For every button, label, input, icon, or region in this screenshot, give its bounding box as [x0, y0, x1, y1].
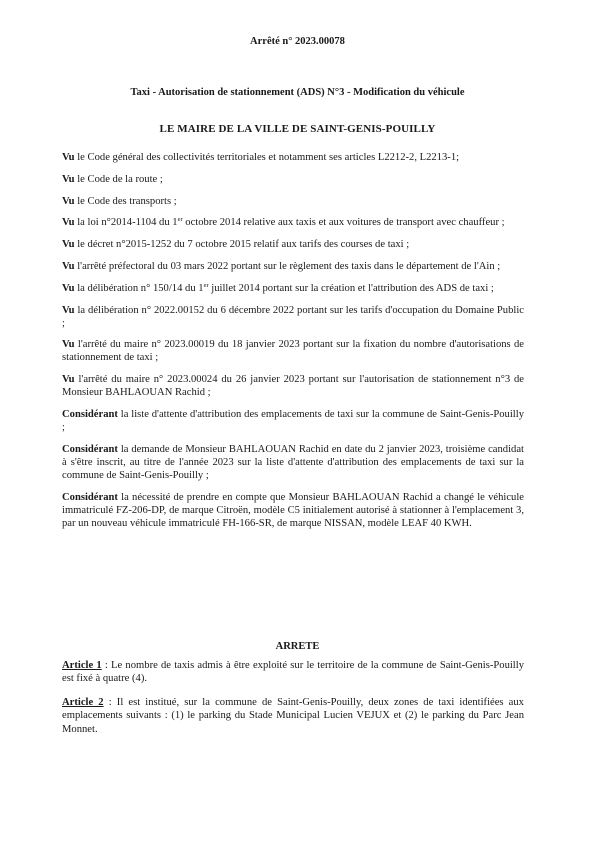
visa-paragraph [62, 151, 524, 164]
considerant-text: la nécessité de prendre en compte que Monsieur BAHLAOUAN Rachid a changé le véhicule immatriculé FZ-206-DP, de marque Citroën, modèle C5 initialement autorisé à stationner à l'emplacement 3, par un nouveau véhicule immatriculé FH-166-SR, de marque NISSAN, modèle LEAF 40 KWH. [62, 491, 524, 529]
visa-paragraph [62, 282, 524, 295]
visa-lead: Vu [62, 195, 75, 207]
visa-lead: Vu [62, 239, 75, 251]
visa-paragraph [62, 195, 524, 208]
visa-paragraph [62, 216, 524, 229]
visa-paragraph [62, 173, 524, 186]
visa-text: le décret n°2015-1252 du 7 octobre 2015 relatif aux tarifs des courses de taxi ; [77, 239, 410, 251]
visa-lead: Vu [62, 339, 75, 351]
visa-paragraph [62, 338, 524, 364]
visa-lead: Vu [62, 304, 75, 316]
visa-text: l'arrêté préfectoral du 03 mars 2022 portant sur le règlement des taxis dans le département de l'Ain ; [77, 260, 501, 272]
visa-text: le Code des transports ; [77, 195, 177, 207]
considerant-lead: Considérant [62, 491, 118, 503]
considerant-paragraph [62, 491, 524, 530]
visa-lead: Vu [62, 217, 75, 229]
visa-text: la délibération n° 150/14 du 1 [77, 282, 204, 294]
visa-text: la loi n°2014-1104 du 1 [77, 217, 178, 229]
article-text: : Le nombre de taxis admis à être exploité sur le territoire de la commune de Saint-Genis-Pouilly est fixé à quatre (4). [62, 660, 524, 685]
visa-text-cont: juillet 2014 portant sur la création et l'attribution des ADS de taxi ; [208, 282, 494, 294]
visa-text: le Code général des collectivités territoriales et notamment ses articles L2212-2, L2213-1; [77, 152, 460, 163]
article-paragraph [62, 659, 524, 686]
section-heading: ARRETE [275, 641, 320, 652]
visa-text: le Code de la route ; [77, 173, 163, 185]
visa-lead: Vu [62, 374, 75, 386]
visa-lead: Vu [62, 282, 75, 294]
document-subtitle: Taxi - Autorisation de stationnement (ADS) N°3 - Modification du véhicule [130, 87, 465, 98]
article-label: Article 2 [62, 696, 104, 708]
article-text: : Il est institué, sur la commune de Saint-Genis-Pouilly, deux zones de taxi identifiées aux emplacements suivants : (1) le parking du Stade Municipal Lucien VEJUX et (2) le parking du Parc Jean Monnet. [62, 696, 524, 735]
considerant-paragraph [62, 443, 524, 482]
visa-paragraph [62, 238, 524, 251]
visa-text-cont: octobre 2014 relative aux taxis et aux voitures de transport avec chauffeur ; [182, 217, 505, 229]
considerant-text: la demande de Monsieur BAHLAOUAN Rachid en date du 2 janvier 2023, troisième candidat à s'être inscrit, au titre de l'année 2023 sur la liste d'attente d'attribution des emplacements de taxi sur la commune de Saint-Genis-Pouilly ; [62, 443, 524, 481]
visa-paragraph [62, 373, 524, 399]
considerant-lead: Considérant [62, 443, 118, 455]
visa-superscript: er [203, 281, 209, 289]
article-paragraph [62, 696, 524, 736]
visa-paragraph [62, 260, 524, 273]
article-label: Article 1 [62, 660, 102, 671]
visa-lead: Vu [62, 152, 75, 163]
visa-lead: Vu [62, 173, 75, 185]
visa-lead: Vu [62, 260, 75, 272]
visa-text: l'arrêté du maire n° 2023.00024 du 26 janvier 2023 portant sur l'autorisation de stationnement n°3 de Monsieur BAHLAOUAN Rachid ; [62, 374, 524, 399]
authority-heading: LE MAIRE DE LA VILLE DE SAINT-GENIS-POUILLY [159, 123, 436, 135]
considerant-lead: Considérant [62, 408, 118, 420]
document-title: Arrêté n° 2023.00078 [250, 36, 345, 47]
considerant-text: la liste d'attente d'attribution des emplacements de taxi sur la commune de Saint-Genis-Pouilly ; [62, 408, 524, 433]
visa-superscript: er [177, 216, 183, 224]
visas-section [62, 151, 524, 538]
considerant-paragraph [62, 408, 524, 434]
visa-text: l'arrêté du maire n° 2023.00019 du 18 janvier 2023 portant sur la fixation du nombre d'autorisations de stationnement de taxi ; [62, 339, 524, 364]
articles-section [62, 659, 524, 746]
visa-paragraph [62, 304, 524, 330]
visa-text: la délibération n° 2022.00152 du 6 décembre 2022 portant sur les tarifs d'occupation du Domaine Public ; [62, 304, 524, 329]
